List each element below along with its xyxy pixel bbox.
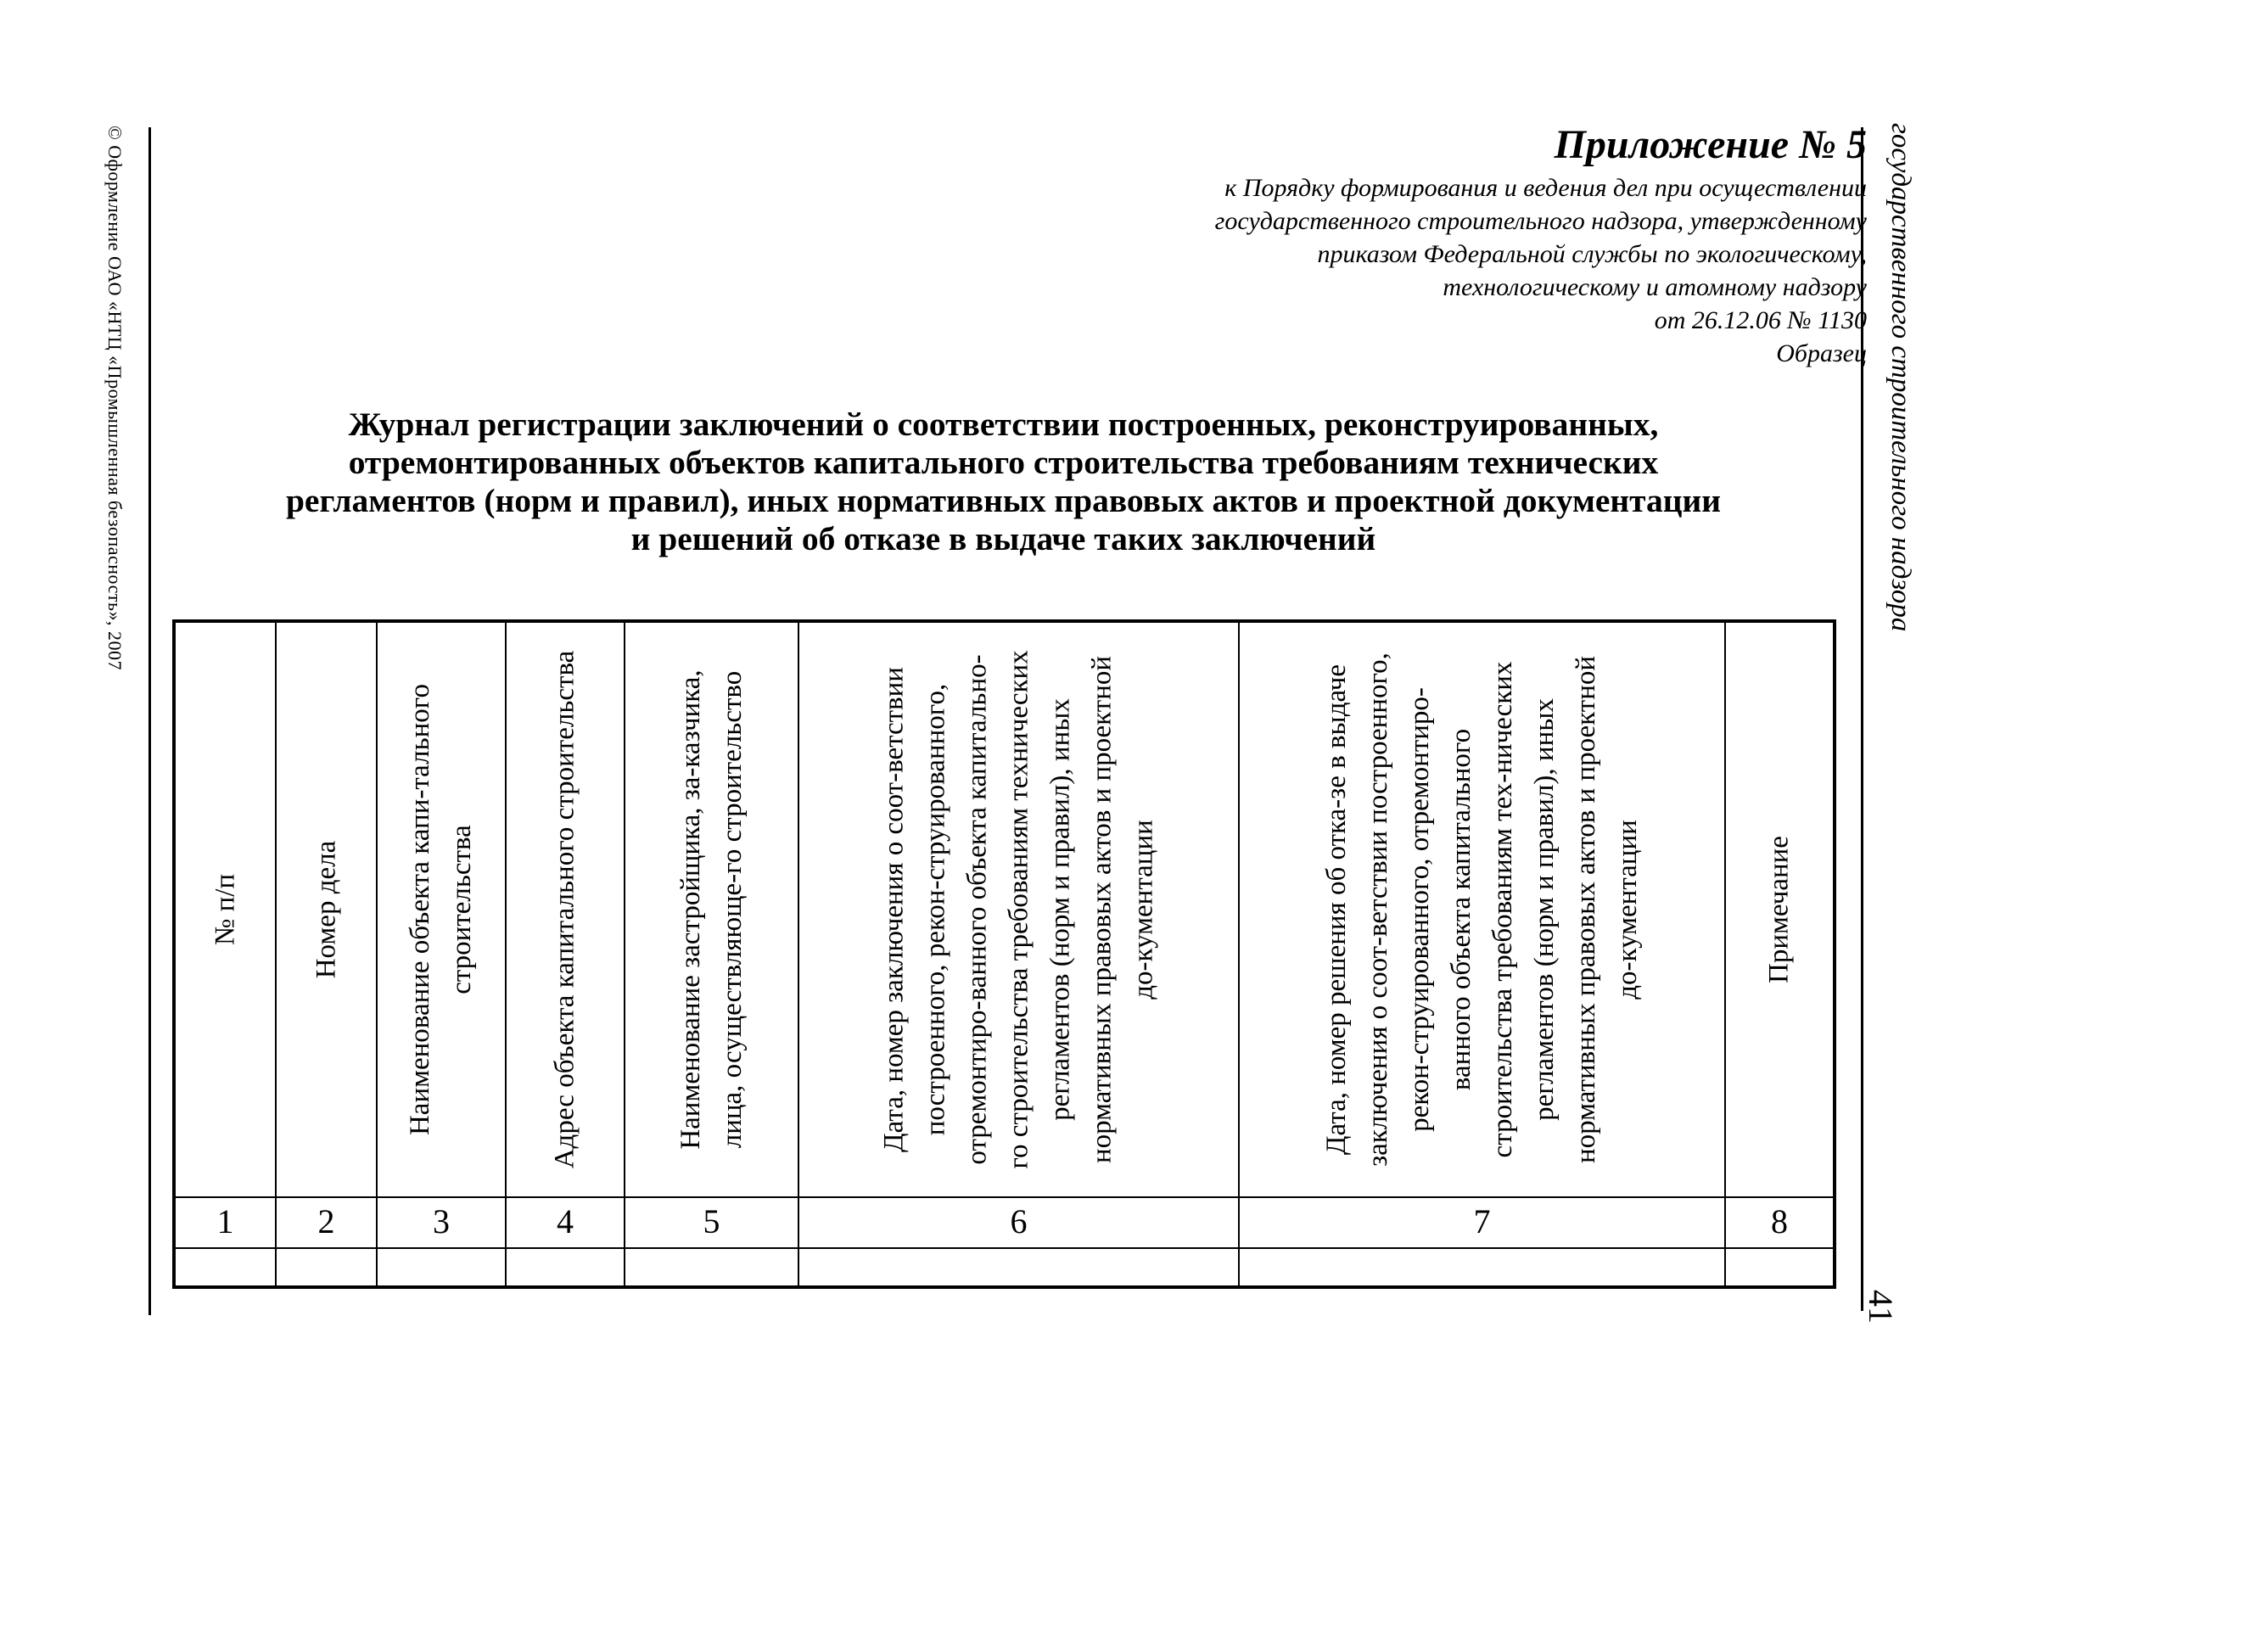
column-number: 2 [317, 1202, 335, 1240]
column-header: Адрес объекта капитального строительства [549, 650, 580, 1169]
journal-title-line: Журнал регистрации заключений о соответствии построенных, реконструированных, [348, 406, 1659, 443]
journal-title-line: регламентов (норм и правил), иных нормативных правовых актов и проектной документации [285, 482, 1722, 519]
column-number: 3 [433, 1202, 450, 1240]
column-number: 1 [216, 1202, 234, 1240]
appendix-block [1215, 119, 1867, 370]
appendix-line: от 26.12.06 № 1130 [1654, 306, 1867, 334]
journal-title-line: отремонтированных объектов капитального строительства требованиям технических [348, 444, 1659, 481]
column-number: 6 [1010, 1202, 1028, 1240]
journal-title-line: и решений об отказе в выдаче таких заключений [630, 520, 1376, 557]
column-number: 4 [557, 1202, 574, 1240]
registration-journal-table [172, 619, 1836, 1289]
column-header: Примечание [1763, 836, 1795, 983]
column-header: Дата, номер решения об отка-зе в выдаче заключения о соот-ветствии построенного, рекон-струированного, отремонтиро-ванного объекта капитального строительства требованиям тех-нических регламентов (норм и правил), иных нормативных правовых актов и проектной до-кументации [1320, 652, 1643, 1167]
running-header: государственного строительного надзора [1885, 123, 1916, 632]
appendix-line: технологическому и атомному надзору [1443, 273, 1867, 301]
column-header: № п/п [210, 873, 240, 946]
appendix-title: Приложение № 5 [1554, 122, 1867, 167]
appendix-line: приказом Федеральной службы по экологическому, [1317, 240, 1867, 268]
appendix-line: к Порядку формирования и ведения дел при осуществлении [1224, 174, 1867, 202]
column-header: Дата, номер заключения о соот-ветствии построенного, рекон-струированного, отремонтиро-ванного объекта капитально-го строительства требованиям технических регламентов (норм и правил), иных нормативных правовых актов и проектной до-кументации [878, 650, 1158, 1169]
left-margin-rule [148, 127, 151, 1315]
appendix-line: государственного строительного надзора, утвержденному [1214, 207, 1867, 235]
page-number: 41 [1862, 1290, 1900, 1324]
column-header: Наименование застройщика, за-казчика, лица, осуществляюще-го строительство [675, 669, 748, 1150]
column-number: 5 [703, 1202, 720, 1240]
column-number: 7 [1473, 1202, 1491, 1240]
column-header: Номер дела [311, 840, 341, 979]
column-header: Наименование объекта капи-тального строительства [405, 683, 477, 1136]
journal-title [170, 406, 1837, 558]
column-number: 8 [1771, 1202, 1788, 1240]
copyright-notice: © Оформление ОАО «НТЦ «Промышленная безопасность», 2007 [104, 126, 126, 671]
sample-label: Образец [1776, 339, 1867, 367]
empty-table-row [176, 1249, 1833, 1285]
